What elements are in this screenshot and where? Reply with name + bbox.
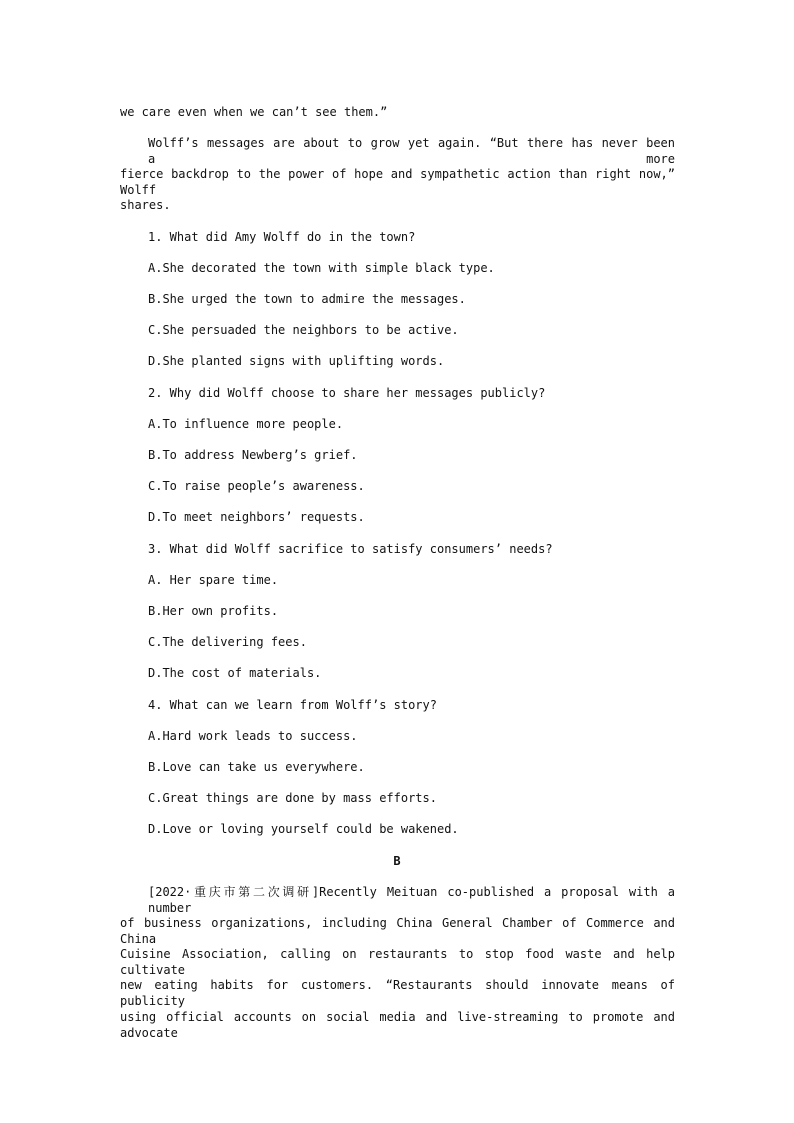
question-2-stem: 2. Why did Wolff choose to share her messages publicly? [148, 386, 546, 400]
question-3-option-d: D.The cost of materials. [148, 666, 322, 680]
passage-line: Wolff’s messages are about to grow yet again. “But there has never been a more [148, 136, 675, 166]
question-4-option-a: A.Hard work leads to success. [148, 729, 358, 743]
question-1-option-a: A.She decorated the town with simple black type. [148, 261, 495, 275]
passage-b-line: [2022·重庆市第二次调研]Recently Meituan co-published a proposal with a number [148, 885, 675, 915]
passage-line: shares. [120, 198, 171, 212]
passage-b-line: of business organizations, including China General Chamber of Commerce and China [120, 916, 675, 946]
question-4-option-d: D.Love or loving yourself could be wakened. [148, 822, 459, 836]
question-3-option-a: A. Her spare time. [148, 573, 279, 587]
question-1-stem: 1. What did Amy Wolff do in the town? [148, 230, 416, 244]
question-4-option-c: C.Great things are done by mass efforts. [148, 791, 437, 805]
question-4-option-b: B.Love can take us everywhere. [148, 760, 365, 774]
question-3-option-b: B.Her own profits. [148, 604, 279, 618]
question-3-option-c: C.The delivering fees. [148, 635, 307, 649]
section-heading: B [393, 854, 401, 868]
question-3-stem: 3. What did Wolff sacrifice to satisfy consumers’ needs? [148, 542, 553, 556]
passage-line: fierce backdrop to the power of hope and sympathetic action than right now,” Wolff [120, 167, 675, 197]
passage-line: we care even when we can’t see them.” [120, 105, 388, 119]
question-2-option-c: C.To raise people’s awareness. [148, 479, 365, 493]
question-2-option-b: B.To address Newberg’s grief. [148, 448, 358, 462]
question-1-option-c: C.She persuaded the neighbors to be active. [148, 323, 459, 337]
passage-b-line: Cuisine Association, calling on restaurants to stop food waste and help cultivate [120, 947, 675, 977]
question-2-option-a: A.To influence more people. [148, 417, 344, 431]
question-1-option-d: D.She planted signs with uplifting words. [148, 354, 445, 368]
question-1-option-b: B.She urged the town to admire the messages. [148, 292, 466, 306]
passage-b-line: using official accounts on social media and live-streaming to promote and advocate [120, 1010, 675, 1040]
question-4-stem: 4. What can we learn from Wolff’s story? [148, 698, 437, 712]
question-2-option-d: D.To meet neighbors’ requests. [148, 510, 365, 524]
passage-b-line: new eating habits for customers. “Restaurants should innovate means of publicity [120, 978, 675, 1008]
